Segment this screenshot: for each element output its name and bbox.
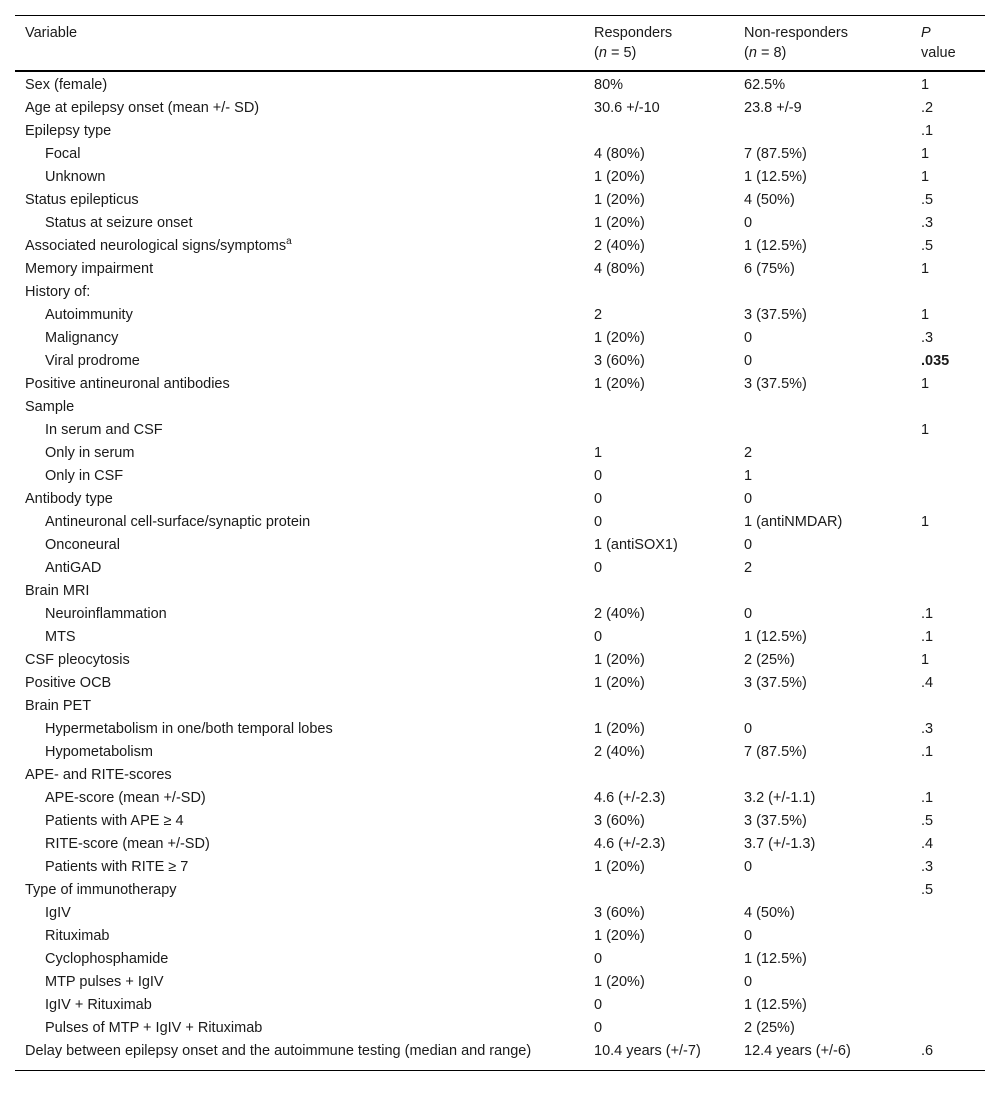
cell-p-value: .5 [921, 813, 934, 829]
cell-responders: 1 (20%) [594, 721, 645, 737]
cell-responders [584, 879, 734, 902]
cell-nonresponders: 1 (12.5%) [744, 951, 807, 967]
cell-p-value [911, 396, 985, 419]
cell-responders [584, 281, 734, 304]
cell-variable: Rituximab [45, 928, 110, 944]
cell-nonresponders: 4 (50%) [744, 192, 795, 208]
cell-nonresponders: 1 (12.5%) [744, 238, 807, 254]
table-row [15, 212, 985, 235]
cell-nonresponders [734, 419, 911, 442]
table-row [15, 350, 985, 373]
cell-responders: 1 (20%) [594, 169, 645, 185]
table-row [15, 695, 985, 718]
table-row [15, 143, 985, 166]
cell-variable: Status at seizure onset [45, 215, 193, 231]
cell-p-value: .4 [921, 836, 934, 852]
cell-nonresponders: 0 [744, 606, 753, 622]
table-row [15, 603, 985, 626]
cell-variable: Delay between epilepsy onset and the autoimmune testing (median and range) [25, 1043, 532, 1059]
cell-variable: History of: [25, 284, 91, 300]
cell-nonresponders [734, 281, 911, 304]
cell-responders: 1 (20%) [594, 675, 645, 691]
cell-p-value [911, 994, 985, 1017]
cell-nonresponders: 3 (37.5%) [744, 307, 807, 323]
cell-p-value: 1 [921, 146, 930, 162]
cell-variable: AntiGAD [45, 560, 102, 576]
cell-nonresponders: 62.5% [744, 77, 786, 93]
header-responders-label: Responders [594, 25, 673, 41]
cell-variable: Only in CSF [45, 468, 124, 484]
cell-p-value: 1 [921, 514, 930, 530]
cell-nonresponders: 12.4 years (+/-6) [744, 1043, 851, 1059]
cell-variable: IgIV + Rituximab [45, 997, 152, 1013]
cell-responders: 4.6 (+/-2.3) [594, 790, 666, 806]
footnote-marker: a [286, 236, 292, 248]
cell-nonresponders [734, 120, 911, 143]
table-row [15, 71, 985, 97]
cell-p-value [911, 971, 985, 994]
cell-responders: 2 (40%) [594, 606, 645, 622]
cell-nonresponders: 3 (37.5%) [744, 675, 807, 691]
cell-variable: Age at epilepsy onset (mean +/- SD) [25, 100, 260, 116]
cell-p-value: .5 [921, 882, 934, 898]
cell-p-value [911, 948, 985, 971]
cell-p-value: 1 [921, 77, 930, 93]
cell-nonresponders: 7 (87.5%) [744, 744, 807, 760]
table-row [15, 948, 985, 971]
cell-p-value [911, 488, 985, 511]
cell-variable: Only in serum [45, 445, 135, 461]
cell-p-value: .1 [921, 790, 934, 806]
cell-variable: Status epilepticus [25, 192, 139, 208]
cell-p-value [911, 442, 985, 465]
cell-p-value [911, 764, 985, 787]
table-row [15, 166, 985, 189]
cell-responders: 10.4 years (+/-7) [594, 1043, 701, 1059]
cell-responders: 2 (40%) [594, 744, 645, 760]
cell-p-value-significant: .035 [921, 353, 950, 369]
header-row [15, 16, 985, 72]
cell-responders: 2 [594, 307, 603, 323]
cell-p-value [911, 465, 985, 488]
table-row [15, 833, 985, 856]
cell-p-value: 1 [921, 376, 930, 392]
table-row [15, 741, 985, 764]
cell-responders: 1 (20%) [594, 928, 645, 944]
cell-responders [584, 419, 734, 442]
table-row [15, 902, 985, 925]
table-row [15, 534, 985, 557]
cell-nonresponders: 1 [744, 468, 753, 484]
header-responders-n: (n = 5) [594, 45, 637, 61]
table-row [15, 373, 985, 396]
cell-responders: 1 (20%) [594, 376, 645, 392]
header-nonresponders-label: Non-responders [744, 25, 848, 41]
table-row [15, 971, 985, 994]
table-row [15, 810, 985, 833]
header-p-value [911, 16, 985, 72]
cell-responders: 30.6 +/-10 [594, 100, 660, 116]
cell-variable: Epilepsy type [25, 123, 112, 139]
cell-responders: 4.6 (+/-2.3) [594, 836, 666, 852]
table-row [15, 120, 985, 143]
cell-p-value: .3 [921, 330, 934, 346]
cell-nonresponders [734, 695, 911, 718]
table-row [15, 856, 985, 879]
cell-responders: 1 (20%) [594, 859, 645, 875]
cell-p-value [911, 925, 985, 948]
table-row [15, 396, 985, 419]
cell-variable: MTS [45, 629, 76, 645]
table-row [15, 879, 985, 902]
cell-nonresponders: 4 (50%) [744, 905, 795, 921]
table-row [15, 235, 985, 258]
table-row [15, 994, 985, 1017]
cell-p-value [911, 902, 985, 925]
cell-nonresponders: 2 (25%) [744, 652, 795, 668]
table-row [15, 557, 985, 580]
cell-responders: 2 (40%) [594, 238, 645, 254]
cell-p-value: 1 [921, 307, 930, 323]
cell-variable: Positive antineuronal antibodies [25, 376, 230, 392]
table-row [15, 488, 985, 511]
cell-p-value: .6 [921, 1043, 934, 1059]
header-nonresponders-n: (n = 8) [744, 45, 787, 61]
cell-variable: CSF pleocytosis [25, 652, 130, 668]
cell-nonresponders [734, 764, 911, 787]
cell-nonresponders [734, 580, 911, 603]
cell-nonresponders: 23.8 +/-9 [744, 100, 802, 116]
cell-p-value: .1 [921, 744, 934, 760]
cell-p-value [911, 1017, 985, 1040]
cell-p-value: .5 [921, 238, 934, 254]
table-body [15, 71, 985, 1071]
cell-responders [584, 120, 734, 143]
cell-variable: Brain PET [25, 698, 92, 714]
cell-nonresponders: 1 (12.5%) [744, 629, 807, 645]
cell-nonresponders: 0 [744, 215, 753, 231]
cell-responders: 4 (80%) [594, 261, 645, 277]
cell-responders: 0 [594, 1020, 603, 1036]
header-p-label: P [921, 25, 931, 41]
cell-nonresponders [734, 879, 911, 902]
cell-nonresponders: 3.2 (+/-1.1) [744, 790, 816, 806]
cell-responders [584, 580, 734, 603]
cell-responders: 0 [594, 951, 603, 967]
cell-variable: Focal [45, 146, 81, 162]
cell-nonresponders: 0 [744, 537, 753, 553]
cell-p-value: .3 [921, 215, 934, 231]
cell-variable: Patients with RITE ≥ 7 [45, 859, 189, 875]
cell-variable: Memory impairment [25, 261, 154, 277]
cell-responders: 0 [594, 997, 603, 1013]
cell-nonresponders: 0 [744, 859, 753, 875]
cell-p-value: .4 [921, 675, 934, 691]
cell-variable: Autoimmunity [45, 307, 133, 323]
cell-variable: Brain MRI [25, 583, 90, 599]
table-row [15, 327, 985, 350]
cell-variable: Viral prodrome [45, 353, 140, 369]
cell-p-value: 1 [921, 169, 930, 185]
cell-p-value: 1 [921, 422, 930, 438]
cell-variable: Cyclophosphamide [45, 951, 169, 967]
cell-nonresponders: 0 [744, 353, 753, 369]
cell-variable: Onconeural [45, 537, 120, 553]
table-row [15, 626, 985, 649]
cell-responders: 1 (20%) [594, 192, 645, 208]
cell-variable: Neuroinflammation [45, 606, 167, 622]
header-nonresponders [734, 16, 911, 72]
cell-p-value: 1 [921, 652, 930, 668]
cell-variable: APE-score (mean +/-SD) [45, 790, 206, 806]
header-value-label: value [921, 45, 956, 61]
table-row [15, 511, 985, 534]
cell-responders: 3 (60%) [594, 353, 645, 369]
cell-p-value [911, 557, 985, 580]
cell-responders: 0 [594, 514, 603, 530]
table-row [15, 1017, 985, 1040]
cell-variable: In serum and CSF [45, 422, 163, 438]
cell-p-value: .3 [921, 859, 934, 875]
cell-nonresponders: 3 (37.5%) [744, 376, 807, 392]
cell-responders: 3 (60%) [594, 905, 645, 921]
cell-p-value: .2 [921, 100, 934, 116]
cell-nonresponders: 0 [744, 721, 753, 737]
cell-responders: 0 [594, 560, 603, 576]
cell-p-value: 1 [921, 261, 930, 277]
table-row [15, 580, 985, 603]
cell-nonresponders: 0 [744, 974, 753, 990]
cell-nonresponders: 1 (12.5%) [744, 997, 807, 1013]
cell-p-value: .1 [921, 629, 934, 645]
cell-p-value: .5 [921, 192, 934, 208]
cell-p-value: .1 [921, 123, 934, 139]
cell-p-value: .1 [921, 606, 934, 622]
cell-responders: 1 [594, 445, 603, 461]
table-row [15, 649, 985, 672]
cell-nonresponders: 6 (75%) [744, 261, 795, 277]
cell-nonresponders: 2 [744, 560, 753, 576]
cell-variable: Patients with APE ≥ 4 [45, 813, 184, 829]
cell-responders: 1 (20%) [594, 215, 645, 231]
header-responders [584, 16, 734, 72]
cell-p-value [911, 534, 985, 557]
table-row [15, 281, 985, 304]
cell-nonresponders: 2 [744, 445, 753, 461]
cell-responders: 3 (60%) [594, 813, 645, 829]
cell-nonresponders: 0 [744, 928, 753, 944]
cell-responders: 1 (20%) [594, 974, 645, 990]
cell-variable: Type of immunotherapy [25, 882, 177, 898]
table-row [15, 97, 985, 120]
cell-responders [584, 695, 734, 718]
cell-p-value [911, 281, 985, 304]
cell-responders: 1 (20%) [594, 652, 645, 668]
cell-variable: Malignancy [45, 330, 119, 346]
cell-nonresponders: 3 (37.5%) [744, 813, 807, 829]
table-row [15, 465, 985, 488]
table-header [15, 16, 985, 72]
cell-responders: 0 [594, 468, 603, 484]
results-table [15, 15, 985, 1071]
cell-responders: 1 (20%) [594, 330, 645, 346]
cell-variable: Unknown [45, 169, 106, 185]
cell-variable: Hypermetabolism in one/both temporal lobes [45, 721, 333, 737]
table-row [15, 925, 985, 948]
table-row [15, 304, 985, 327]
cell-nonresponders: 2 (25%) [744, 1020, 795, 1036]
cell-variable: Antineuronal cell-surface/synaptic protein [45, 514, 311, 530]
table-row [15, 189, 985, 212]
table-row [15, 442, 985, 465]
cell-variable: Antibody type [25, 491, 113, 507]
cell-responders: 0 [594, 629, 603, 645]
cell-p-value [911, 580, 985, 603]
cell-variable: Sample [25, 399, 75, 415]
header-variable: Variable [25, 25, 78, 41]
table-row [15, 764, 985, 787]
table-row [15, 672, 985, 695]
table-row [15, 718, 985, 741]
cell-nonresponders [734, 396, 911, 419]
cell-responders: 0 [594, 491, 603, 507]
cell-responders [584, 396, 734, 419]
cell-variable: MTP pulses + IgIV [45, 974, 164, 990]
cell-nonresponders: 3.7 (+/-1.3) [744, 836, 816, 852]
cell-responders [584, 764, 734, 787]
cell-p-value: .3 [921, 721, 934, 737]
cell-responders: 1 (antiSOX1) [594, 537, 678, 553]
cell-p-value [911, 695, 985, 718]
cell-nonresponders: 7 (87.5%) [744, 146, 807, 162]
table-row [15, 258, 985, 281]
cell-nonresponders: 0 [744, 491, 753, 507]
cell-nonresponders: 0 [744, 330, 753, 346]
cell-nonresponders: 1 (antiNMDAR) [744, 514, 843, 530]
cell-variable: Pulses of MTP + IgIV + Rituximab [45, 1020, 263, 1036]
cell-variable: Sex (female) [25, 77, 108, 93]
cell-responders: 4 (80%) [594, 146, 645, 162]
cell-nonresponders: 1 (12.5%) [744, 169, 807, 185]
cell-variable: IgIV [45, 905, 71, 921]
table-row [15, 787, 985, 810]
cell-variable: APE- and RITE-scores [25, 767, 172, 783]
cell-variable: RITE-score (mean +/-SD) [45, 836, 210, 852]
cell-variable: Hypometabolism [45, 744, 153, 760]
cell-variable: Positive OCB [25, 675, 112, 691]
table-row [15, 1040, 985, 1071]
cell-variable: Associated neurological signs/symptoms$^a$ [25, 236, 292, 254]
table-row [15, 419, 985, 442]
cell-responders: 80% [594, 77, 624, 93]
